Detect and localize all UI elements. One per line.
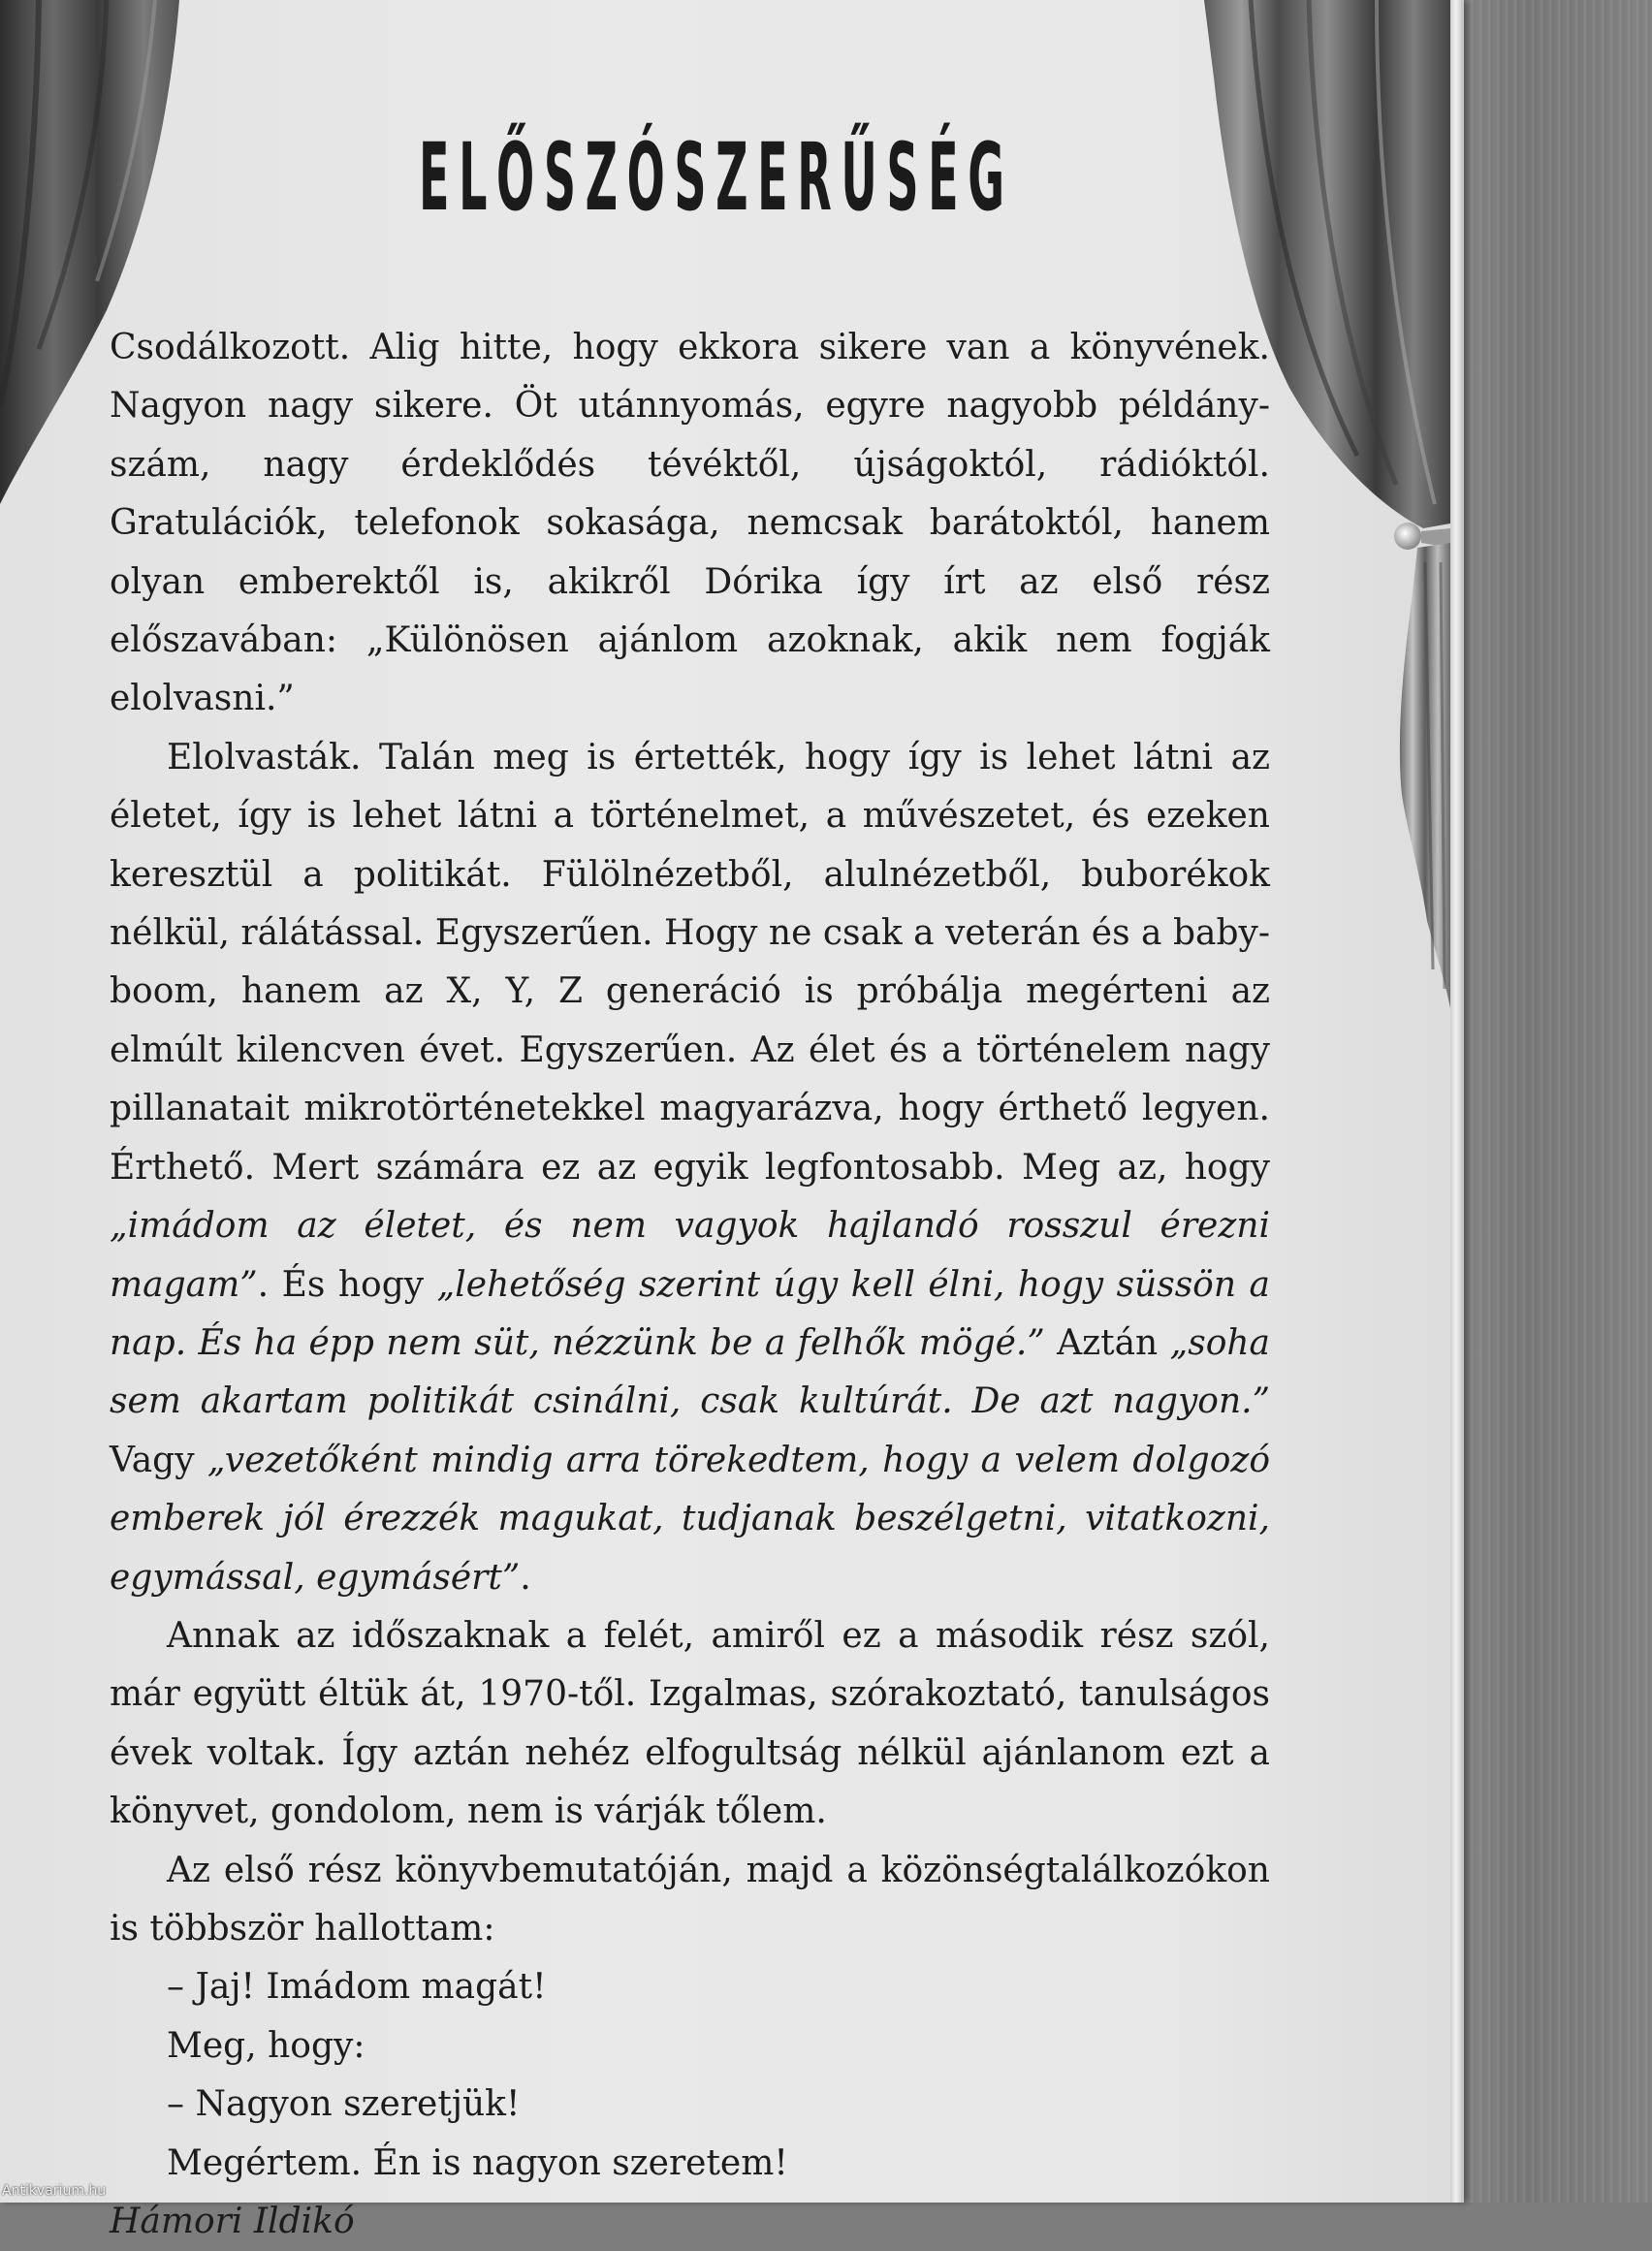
page-title: ELŐSZÓSZERŰSÉG <box>419 123 1014 232</box>
paragraph-3: Annak az időszaknak a felét, amiről ez a második rész szól, már együtt éltük át, 1970-től. Izgalmas, szórakoztató, tanulságos évek voltak. Így aztán nehéz elfogultság nélkül ajánlanom ezt a könyvet, gondolom, nem is várják tőlem. <box>110 1615 1270 1832</box>
quote-1: „imádom az életet, és nem vagyok hajlandó rosszul érezni magam” <box>110 1206 1270 1305</box>
wood-backdrop <box>1445 0 1652 2203</box>
dialog-line-2: Meg, hogy: <box>167 2025 365 2066</box>
watermark: Antikvarium.hu <box>2 2183 107 2199</box>
paragraph-2 <box>110 729 1270 1607</box>
signature: Hámori Ildikó <box>110 2202 355 2241</box>
connector-2: Aztán <box>1044 1322 1170 1363</box>
connector-4: . <box>520 1557 531 1598</box>
quote-2: „lehetőség szerint úgy kell élni, hogy süssön a nap. És ha épp nem süt, nézzünk be a felhők mögé.” <box>110 1264 1271 1363</box>
quote-3: „soha sem akartam politikát csinálni, csak kultúrát. De azt nagyon.” <box>110 1322 1271 1422</box>
dialog-line-3: – Nagyon szeretjük! <box>167 2084 521 2125</box>
dialog-line-1: – Jaj! Imádom magát! <box>167 1967 547 2008</box>
foreword-text <box>110 319 1270 2251</box>
tieback-knob <box>1394 523 1421 550</box>
connector-3: Vagy <box>110 1440 207 1480</box>
paragraph-4: Az első rész könyvbemutatóján, majd a közönségtalálkozókon is többször hallottam: <box>110 1850 1270 1949</box>
paragraph-1: Csodálkozott. Alig hitte, hogy ekkora sikere van a könyvének. Nagyon nagy sikere. Öt utánnyomás, egyre nagyobb példányszám, nagy érdeklődés tévéktől, újságoktól, rádióktól. Gratulációk, telefonok sokasága, nemcsak barátoktól, hanem olyan emberektől is, akikről Dórika így írt az első rész előszavában: „Különösen ajánlom azoknak, akik nem fogják elolvasni.” <box>110 328 1270 719</box>
dialog-line-4: Megértem. Én is nagyon szeretem! <box>167 2142 788 2183</box>
paragraph-2-text: Elolvasták. Talán meg is értették, hogy így is lehet látni az életet, így is lehet látni a történelmet, a művészetet, és ezeken keresztül a politikát. Fülölnézetből, alulnézetből, buborékok nélkül, rálátással. Egyszerűen. Hogy ne csak a veterán és a baby-boom, hanem az X, Y, Z generáció is próbálja megérteni az elmúlt kilencven évet. Egyszerűen. Az élet és a történelem nagy pillanatait mikrotörténetekkel magyarázva, hogy érthető legyen. Érthető. Mert számára ez az egyik legfontosabb. Meg az, hogy <box>110 737 1270 1188</box>
connector-1: . És hogy <box>257 1264 437 1305</box>
quote-4: „vezetőként mindig arra törekedtem, hogy a velem dolgozó emberek jól érezzék magukat, tudjanak beszélgetni, vitatkozni, egymással, egymásért” <box>110 1440 1271 1598</box>
